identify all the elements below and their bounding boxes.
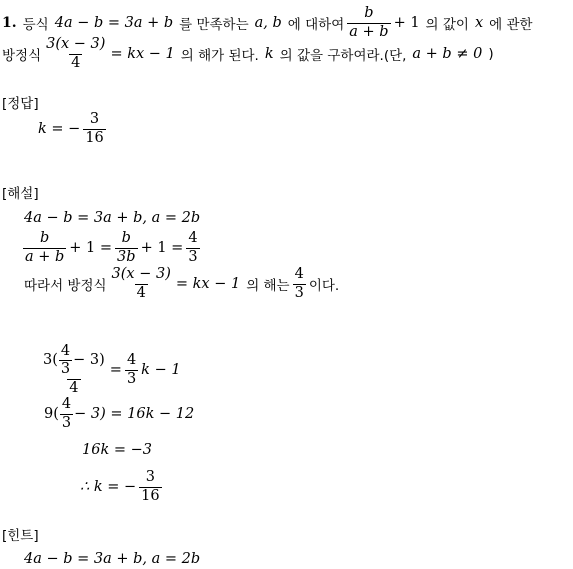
answer-heading: [정답]: [2, 96, 39, 112]
solution-complex-fraction: [41, 344, 107, 396]
answer-expression: [38, 108, 109, 150]
solution-fraction: [186, 231, 199, 264]
solution-step-2: [44, 394, 194, 434]
fraction-numerator: 4: [126, 352, 137, 369]
fraction-denominator: 16: [85, 129, 104, 146]
solution-text: 의 해는: [246, 278, 290, 294]
answer-lhs: k = −: [38, 121, 81, 137]
step-text: − 3): [73, 352, 105, 369]
fraction-numerator: 3(x − 3): [111, 266, 171, 283]
fraction-numerator: 3: [89, 111, 100, 128]
fraction-denominator: 3: [294, 284, 304, 301]
fraction-denominator: 3: [188, 248, 198, 265]
problem-text: 에 관한: [489, 17, 533, 33]
fraction-denominator: 3: [60, 361, 71, 378]
step-text: 3(: [43, 352, 58, 369]
problem-text: 에 대하여: [287, 17, 345, 33]
fraction-denominator: 4: [69, 379, 79, 396]
fraction-denominator: 4: [71, 54, 81, 71]
problem-line-2: [2, 34, 494, 74]
solution-heading: [해설]: [2, 186, 39, 202]
solution-text: 이다.: [308, 278, 340, 294]
nested-fraction: [59, 344, 72, 377]
problem-variable-k: k: [264, 46, 274, 62]
problem-number: 1.: [2, 15, 17, 31]
fraction-numerator: 4: [60, 343, 71, 360]
solution-operator: =: [109, 362, 122, 378]
fraction-denominator: 4: [136, 284, 146, 301]
fraction-numerator: 4: [61, 396, 72, 413]
solution-step-3: 16k = −3: [82, 442, 152, 458]
solution-fraction: [125, 353, 138, 386]
step-text: ∴ k = −: [80, 479, 137, 495]
problem-text: 를 만족하는: [179, 17, 249, 33]
solution-line-1: 4a − b = 3a + b, a = 2b: [24, 210, 201, 226]
solution-step-1: [38, 340, 181, 400]
solution-operator: + 1 =: [69, 240, 113, 256]
problem-text: 등식: [22, 17, 49, 33]
problem-text: 의 값을 구하여라.(단,: [279, 48, 407, 64]
problem-variable-x: x: [474, 15, 484, 31]
hint-heading: [힌트]: [2, 528, 39, 544]
fraction-numerator: 3(x − 3): [46, 36, 106, 53]
fraction-denominator: 3: [61, 414, 72, 431]
problem-text: 방정식: [2, 48, 42, 64]
solution-text: 따라서 방정식: [24, 278, 107, 294]
problem-text: 의 값이: [425, 17, 469, 33]
fraction-numerator: 3: [145, 469, 155, 486]
fraction-denominator: 16: [141, 487, 160, 504]
problem-variables: a, b: [254, 15, 282, 31]
problem-plus-one: + 1: [393, 15, 420, 31]
answer-fraction: [83, 112, 105, 145]
hint-line-1: 4a − b = 3a + b, a = 2b: [24, 551, 201, 567]
solution-fraction: [139, 470, 161, 503]
problem-condition: a + b ≠ 0: [412, 46, 483, 62]
solution-fraction: [293, 267, 306, 300]
step-text: 9(: [44, 406, 59, 422]
problem-equation: 4a − b = 3a + b: [54, 15, 174, 31]
fraction-numerator: b: [121, 230, 131, 247]
step-text: k − 1: [141, 362, 181, 378]
solution-fraction: [23, 231, 66, 264]
fraction-numerator: 4: [294, 266, 304, 283]
fraction-denominator: a + b: [349, 23, 389, 40]
fraction-denominator: 3b: [117, 248, 136, 265]
problem-text: 의 해가 된다.: [180, 48, 259, 64]
solution-equation: = kx − 1: [175, 276, 241, 292]
solution-line-3: [24, 264, 339, 304]
step-text: − 3) = 16k − 12: [74, 406, 195, 422]
fraction-denominator: a + b: [25, 248, 65, 265]
nested-fraction: [60, 397, 73, 430]
fraction-numerator: b: [364, 5, 374, 22]
fraction-numerator: [41, 344, 107, 378]
solution-step-4: [80, 466, 165, 508]
solution-fraction: [115, 231, 138, 264]
problem-equation-rhs: = kx − 1: [110, 46, 175, 62]
solution-fraction: [110, 267, 173, 300]
fraction-numerator: 4: [188, 230, 198, 247]
solution-line-2: [20, 228, 203, 268]
fraction-denominator: 3: [126, 370, 137, 387]
problem-text: ): [488, 46, 494, 62]
fraction-numerator: b: [40, 230, 50, 247]
solution-operator: + 1 =: [140, 240, 184, 256]
problem-equation-fraction: [44, 37, 107, 70]
